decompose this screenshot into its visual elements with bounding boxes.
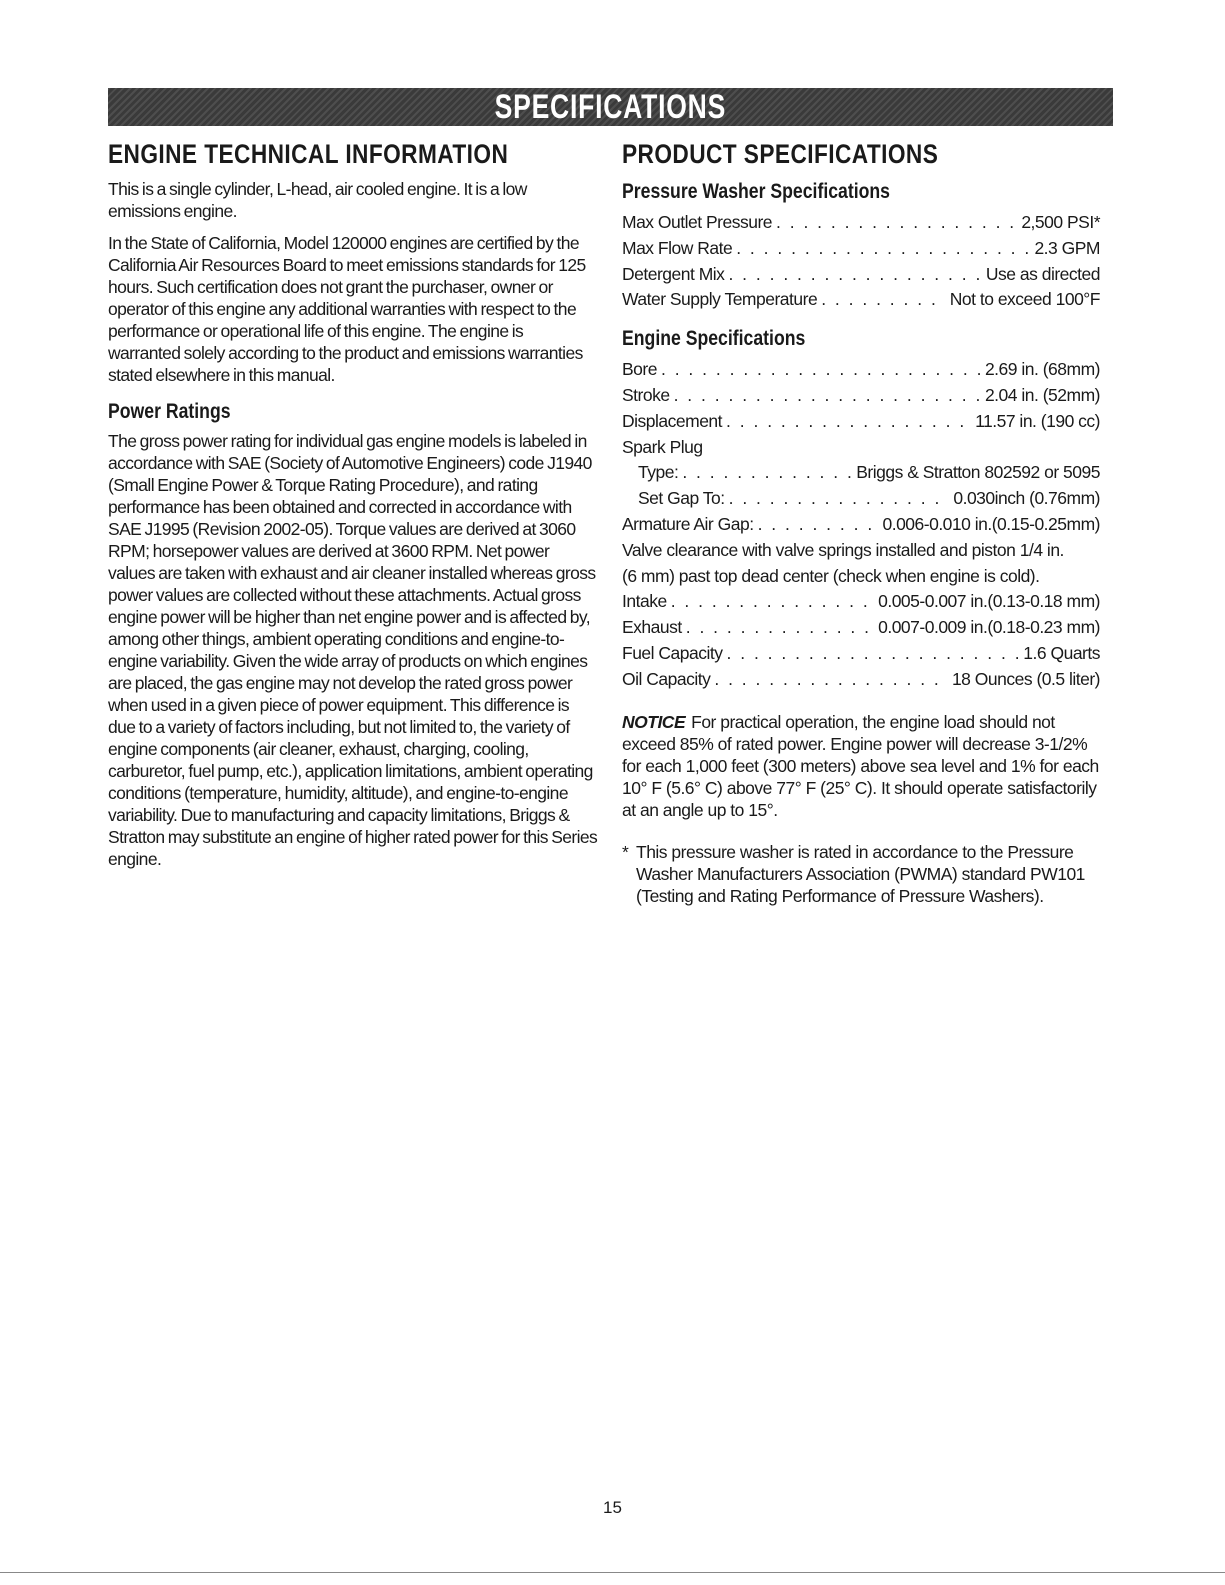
spec-row xyxy=(622,287,1100,313)
spec-label: Armature Air Gap: xyxy=(622,513,754,534)
notice-text: For practical operation, the engine load should not exceed 85% of rated power. Engine power will decrease 3-1/2% for each 1,000 feet (300 meters) above sea level and 1% for each 10° F (5.6° C) above 77° F (25° C). It should operate satisfactorily at an angle up to 15°. xyxy=(622,711,1099,820)
spec-label: Exhaust xyxy=(622,617,682,638)
spec-row xyxy=(622,589,1100,615)
spec-value: 18 Ounces (0.5 liter) xyxy=(951,668,1100,689)
spec-row xyxy=(622,512,1100,538)
california-paragraph: In the State of California, Model 120000 engines are certified by the California Air Resources Board to meet emissions standards for 125 hours. Such certification does not grant the purchaser, owner or operator of this engine any additional warranties with respect to the performance or operational life of this engine. The engine is warranted solely according to the product and emissions warranties stated elsewhere in this manual. xyxy=(108,233,586,385)
spec-row xyxy=(622,667,1100,693)
spec-row xyxy=(622,383,1100,409)
footnote-asterisk: * xyxy=(622,841,629,862)
spec-value: 2.04 in. (52mm) xyxy=(984,384,1100,405)
spec-row xyxy=(622,486,1100,512)
spec-label: Bore xyxy=(622,359,657,380)
spec-row xyxy=(622,409,1100,435)
pressure-washer-heading: Pressure Washer Specifications xyxy=(622,180,890,203)
spec-row xyxy=(622,210,1100,236)
leader-dots xyxy=(714,667,948,693)
power-ratings-paragraph: The gross power rating for individual gas engine models is labeled in accordance with SAE (Society of Automotive Engineers) code J1940 (Small Engine Power & Torque Rating Procedure), and rating performance has been obtained and corrected in accordance with SAE J1995 (Revision 2002-05). Torque values are derived at 3060 RPM; horsepower values are derived at 3600 RPM. Net power values are taken with exhaust and air cleaner installed whereas gross power values are collected without these attachments. Actual gross engine power will be higher than net engine power and is affected by, among other things, ambient operating conditions and engine-to-engine variability. Given the wide array of products on which engines are placed, the gas engine may not develop the rated gross power when used in a given piece of power equipment. This difference is due to a variety of factors including, but not limited to, the variety of engine components (air cleaner, exhaust, charging, cooling, carburetor, fuel pump, etc.), application limitations, ambient operating conditions (temperature, humidity, altitude), and engine-to-engine variability. Due to manufacturing and capacity limitations, Briggs & Stratton may substitute an engine of higher rated power for this Series engine. xyxy=(108,431,598,869)
spec-row xyxy=(622,236,1100,262)
leader-dots xyxy=(758,512,879,538)
spec-label: Water Supply Temperature xyxy=(622,289,818,310)
valve-clearance-line: (6 mm) past top dead center (check when engine is cold). xyxy=(622,565,1040,586)
spec-value: 0.007-0.009 in.(0.18-0.23 mm) xyxy=(878,617,1100,638)
spec-label: Fuel Capacity xyxy=(622,642,723,663)
spec-value: 1.6 Quarts xyxy=(1023,642,1100,663)
notice-block xyxy=(622,711,1100,821)
spec-label: Type: xyxy=(638,462,679,483)
leader-dots xyxy=(686,615,874,641)
left-column xyxy=(108,136,598,880)
spec-label: Max Outlet Pressure xyxy=(622,212,772,232)
leader-dots xyxy=(727,641,1020,667)
spec-value: Use as directed xyxy=(985,263,1100,284)
spec-value: 11.57 in. (190 cc) xyxy=(975,410,1100,431)
spec-label: Max Flow Rate xyxy=(622,237,733,258)
spec-value: 0.005-0.007 in.(0.13-0.18 mm) xyxy=(878,591,1100,612)
leader-dots xyxy=(728,262,981,288)
spec-label: Oil Capacity xyxy=(622,668,711,689)
spec-label: Stroke xyxy=(622,384,670,405)
spec-row xyxy=(622,460,1100,486)
product-specifications-heading: PRODUCT SPECIFICATIONS xyxy=(622,139,939,169)
right-column xyxy=(622,136,1100,907)
leader-dots xyxy=(682,460,852,486)
footnote xyxy=(622,841,1100,907)
engine-technical-heading: ENGINE TECHNICAL INFORMATION xyxy=(108,139,509,169)
spec-value: 2.69 in. (68mm) xyxy=(984,359,1100,380)
spec-value: 0.006-0.010 in.(0.15-0.25mm) xyxy=(882,513,1100,534)
leader-dots xyxy=(674,383,981,409)
bottom-divider xyxy=(0,1572,1225,1573)
spec-value: Briggs & Stratton 802592 or 5095 xyxy=(856,462,1100,483)
spec-row xyxy=(622,615,1100,641)
leader-dots xyxy=(776,210,1017,236)
spec-label: Displacement xyxy=(622,410,723,431)
spec-label: Detergent Mix xyxy=(622,263,725,284)
spec-label: Intake xyxy=(622,591,667,612)
spec-value: 2.3 GPM xyxy=(1034,237,1100,258)
valve-clearance-line: Valve clearance with valve springs installed and piston 1/4 in. xyxy=(622,539,1064,560)
engine-intro-paragraph: This is a single cylinder, L-head, air cooled engine. It is a low emissions engine. xyxy=(108,179,527,221)
leader-dots xyxy=(736,236,1030,262)
spec-row xyxy=(622,357,1100,383)
spec-value: Not to exceed 100°F xyxy=(949,289,1100,310)
leader-dots xyxy=(821,287,946,313)
spec-label: Set Gap To: xyxy=(638,488,725,509)
leader-dots xyxy=(671,589,874,615)
spec-value: 2,500 PSI* xyxy=(1021,212,1100,232)
power-ratings-heading: Power Ratings xyxy=(108,400,231,423)
leader-dots xyxy=(729,486,950,512)
spark-plug-label: Spark Plug xyxy=(622,436,703,457)
leader-dots xyxy=(661,357,981,383)
footnote-text: This pressure washer is rated in accordance to the Pressure Washer Manufacturers Association (PWMA) standard PW101 (Testing and Rating Performance of Pressure Washers). xyxy=(636,841,1085,906)
spec-row xyxy=(622,641,1100,667)
leader-dots xyxy=(726,409,971,435)
notice-label: NOTICE xyxy=(622,711,686,732)
banner-title: SPECIFICATIONS xyxy=(494,88,727,126)
spec-row xyxy=(622,262,1100,288)
specifications-banner xyxy=(108,88,1113,126)
page-number: 15 xyxy=(603,1498,622,1517)
spec-value: 0.030inch (0.76mm) xyxy=(953,488,1100,509)
engine-specifications-heading: Engine Specifications xyxy=(622,327,806,351)
